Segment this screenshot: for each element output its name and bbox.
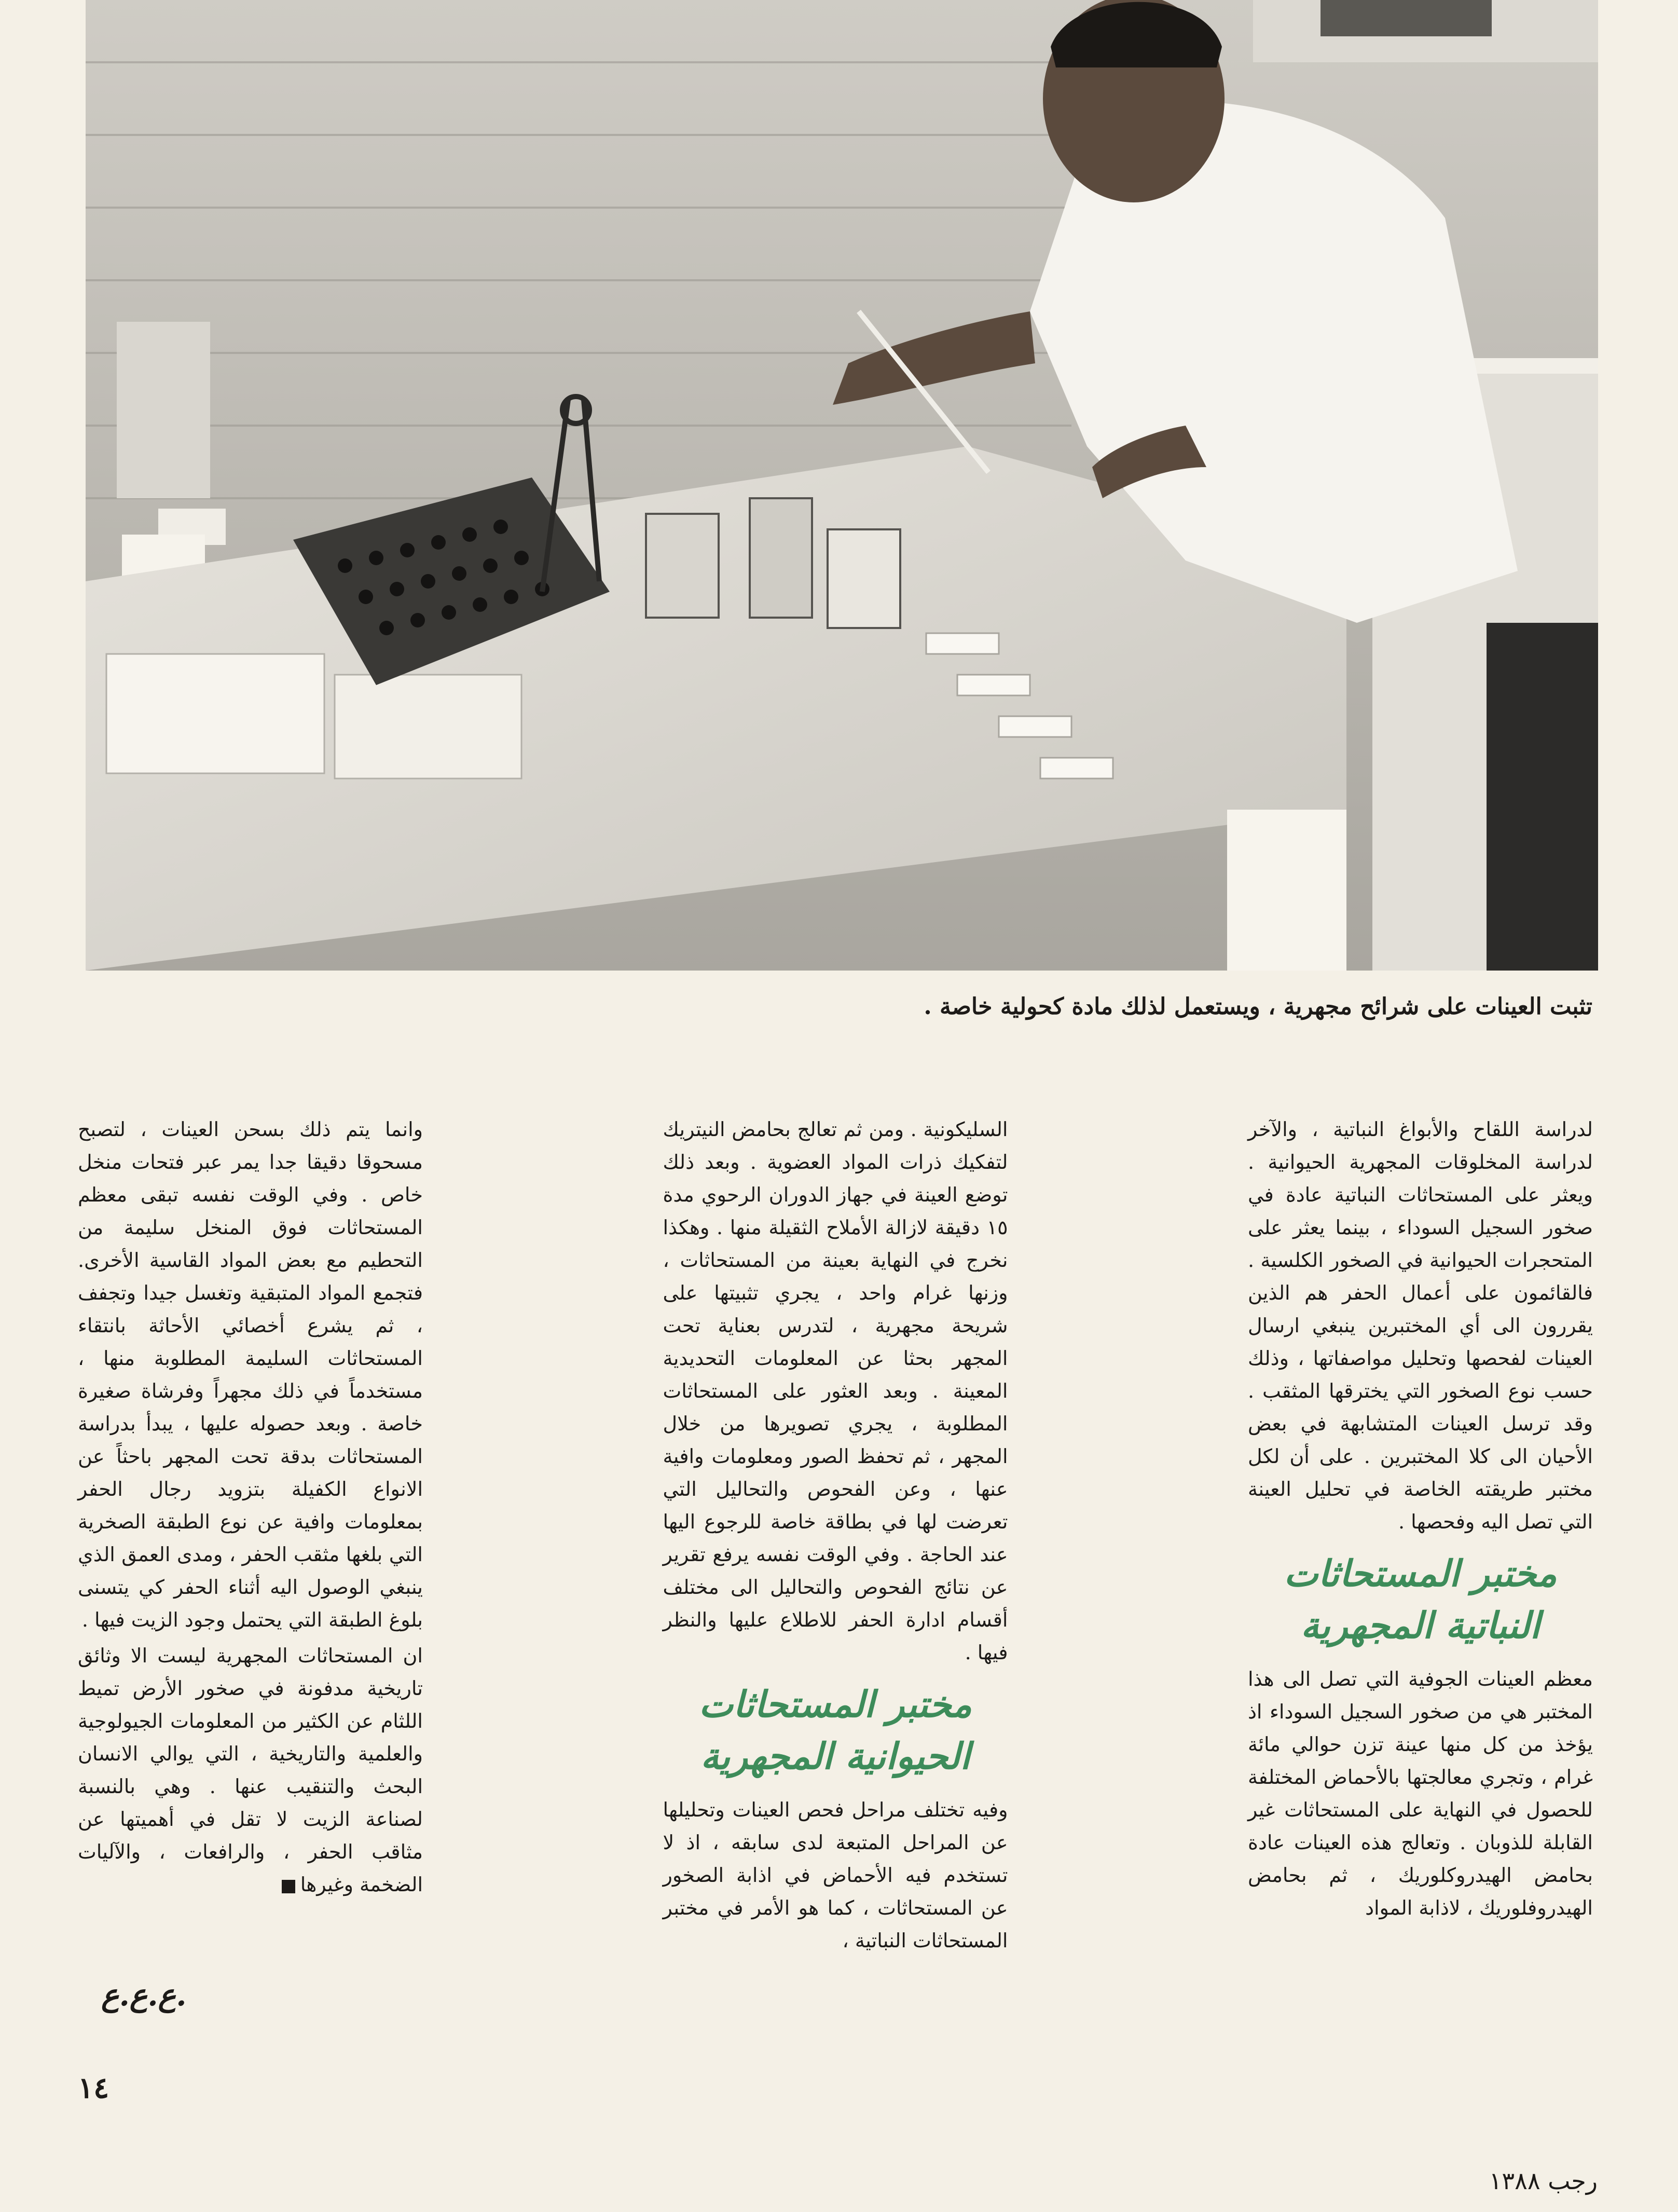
section-heading-animal-microfossils-lab: مختبر المستحاثات الحيوانية المجهرية: [699, 1683, 972, 1778]
article-column-1: [1248, 1113, 1593, 1944]
paragraph: معظم العينات الجوفية التي تصل الى هذا المختبر هي من صخور السجيل السوداء اذ يؤخذ من كل منها عينة تزن حوالي مائة غرام ، وتجري معالجتها بالأحماض المختلفة للحصول في النهاية على المستحاثات غير القابلة للذوبان . وتعالج هذه العينات عادة بحامض الهيدروكلوريك ، ثم بحامض الهيدروفلوريك ، لاذابة المواد: [1248, 1668, 1593, 1919]
article-column-3: [78, 1113, 423, 1944]
author-initials: ع.ع.ع.: [101, 1977, 187, 2013]
paragraph: لدراسة اللقاح والأبواغ النباتية ، والآخر لدراسة المخلوقات المجهرية الحيوانية . ويعثر على المستحاثات النباتية عادة في صخور السجيل السوداء ، بينما يعثر على المتحجرات الحيوانية في الصخور الكلسية . فالقائمون على أعمال الحفر هم الذين يقررون الى أي المختبرين ينبغي ارسال العينات لفحصها وتحليل مواصفاتها ، وذلك حسب نوع الصخور التي يخترقها المثقب . وقد ترسل العينات المتشابهة في بعض الأحيان الى كلا المختبرين . على أن لكل مختبر طريقته الخاصة في تحليل العينة التي تصل اليه وفحصها .: [1248, 1118, 1593, 1533]
lab-photo-illustration: [86, 0, 1598, 971]
paragraph: وانما يتم ذلك بسحن العينات ، لتصبح مسحوقا دقيقا جدا يمر عبر فتحات منخل خاص . وفي الوقت نفسه تبقى معظم المستحاثات فوق المنخل سليمة من التحطيم مع بعض المواد القاسية الأخرى. فتجمع المواد المتبقية وتغسل جيدا وتجفف ، ثم يشرع أخصائي الأحاثة بانتقاء المستحاثات السليمة المطلوبة منها ، مستخدماً في ذلك مجهراً وفرشاة صغيرة خاصة . وبعد حصوله عليها ، يبدأ بدراسة المستحاثات بدقة تحت المجهر باحثاً عن الانواع الكفيلة بتزويد رجال الحفر بمعلومات وافية عن نوع الطبقة الصخرية التي بلغها مثقب الحفر ، ومدى العمق الذي ينبغي الوصول اليه أثناء الحفر كي يتسنى بلوغ الطبقة التي يحتمل وجود الزيت فيها .: [78, 1118, 423, 1631]
photo-caption: تثبت العينات على شرائح مجهرية ، ويستعمل لذلك مادة كحولية خاصة .: [924, 993, 1592, 1020]
paragraph: السليكونية . ومن ثم تعالج بحامض النيتريك لتفكيك ذرات المواد العضوية . وبعد ذلك توضع العينة في جهاز الدوران الرحوي مدة ١٥ دقيقة لازالة الأملاح الثقيلة منها . وهكذا نخرج في النهاية بعينة من المستحاثات ، وزنها غرام واحد ، يجري تثبيتها على شريحة مجهرية ، لتدرس بعناية تحت المجهر بحثا عن المعلومات التحديدية المعينة . وبعد العثور على المستحاثات المطلوبة ، يجري تصويرها من خلال المجهر ، ثم تحفظ الصور ومعلومات وافية عنها ، وعن الفحوص والتحاليل التي تعرضت لها في بطاقة خاصة للرجوع اليها عند الحاجة . وفي الوقت نفسه يرفع تقرير عن نتائج الفحوص والتحاليل الى مختلف أقسام ادارة الحفر للاطلاع عليها والنظر فيها .: [663, 1118, 1008, 1664]
end-of-article-mark: [282, 1880, 295, 1893]
paragraph-text: ان المستحاثات المجهرية ليست الا وثائق تاريخية مدفونة في صخور الأرض تميط اللثام عن الكثير من المعلومات الجيولوجية والعلمية والتاريخية ، التي يوالي الانسان البحث والتنقيب عنها . وهي بالنسبة لصناعة الزيت لا تقل في أهميتها عن مثاقب الحفر ، والرافعات ، والآليات الضخمة وغيرها: [78, 1644, 423, 1896]
paragraph: وفيه تختلف مراحل فحص العينات وتحليلها عن المراحل المتبعة لدى سابقه ، اذ لا تستخدم فيه الأحماض في اذابة الصخور عن المستحاثات ، كما هو الأمر في مختبر المستحاثات النباتية ،: [663, 1798, 1008, 1952]
article-column-2: [663, 1113, 1008, 1952]
section-heading-plant-microfossils-lab: مختبر المستحاثات النباتية المجهرية: [1284, 1552, 1557, 1647]
paragraph: [78, 1640, 423, 1901]
lab-photo: [86, 0, 1598, 971]
article-columns: [78, 1113, 1593, 1952]
issue-date: رجب ١٣٨٨: [1489, 2167, 1598, 2195]
page-number: ١٤: [78, 2071, 109, 2105]
